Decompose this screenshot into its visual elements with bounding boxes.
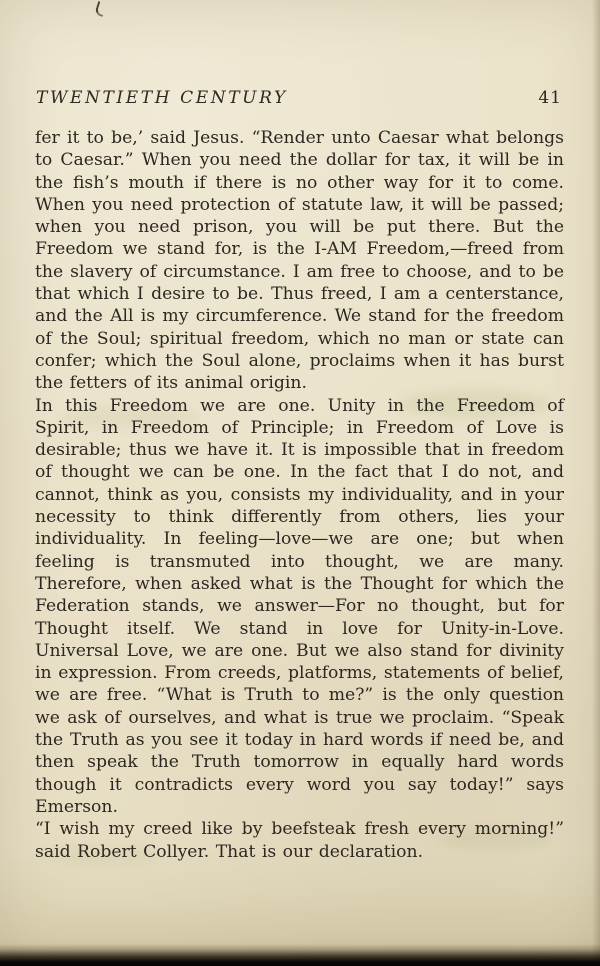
running-title: TWENTIETH CENTURY: [36, 88, 288, 108]
paragraph-1: fer it to be,’ said Jesus. “Render unto Caesar what belongs to Caesar.” When you need the dollar for tax, it will be in the fish’s mouth if there is no other way for it to come. When you need protection of statute law, it will be passed; when you need prison, you will be put there. But the Freedom we stand for, is the I-AM Freedom,—freed from the slavery of circumstance. I am free to choose, and to be that which I desire to be. Thus freed, I am a centerstance, and the All is my circumference. We stand for the freedom of the Soul; spiritual freedom, which no man or state can confer; which the Soul alone, proclaims when it has burst the fetters of its animal origin.: [35, 128, 564, 394]
paragraph-3: “I wish my creed like by beefsteak fresh every morning!” said Robert Collyer. That is our declaration.: [35, 819, 564, 862]
scan-edge-right: [592, 0, 600, 966]
scan-edge-bottom: [0, 944, 600, 966]
paragraph-2: In this Freedom we are one. Unity in the Freedom of Spirit, in Freedom of Principle; in Freedom of Love is desirable; thus we have it. It is impossible that in freedom of thought we can be one. In the fact that I do not, and cannot, think as you, consists my individuality, and in your necessity to think differently from others, lies your individuality. In feeling—love—we are one; but when feeling is transmuted into thought, we are many. Therefore, when asked what is the Thought for which the Federation stands, we answer—For no thought, but for Thought itself. We stand in love for Unity-in-Love. Universal Love, we are one. But we also stand for divinity in expression. From creeds, platforms, statements of belief, we are free. “What is Truth to me?” is the only question we ask of ourselves, and what is true we proclaim. “Speak the Truth as you see it today in hard words if need be, and then speak the Truth tomorrow in equally hard words though it contradicts every word you say today!” says Emerson.: [35, 395, 564, 817]
page-number: 41: [538, 88, 562, 108]
ink-mark: [94, 1, 107, 17]
running-head: [36, 88, 562, 108]
body-text: [35, 127, 564, 863]
